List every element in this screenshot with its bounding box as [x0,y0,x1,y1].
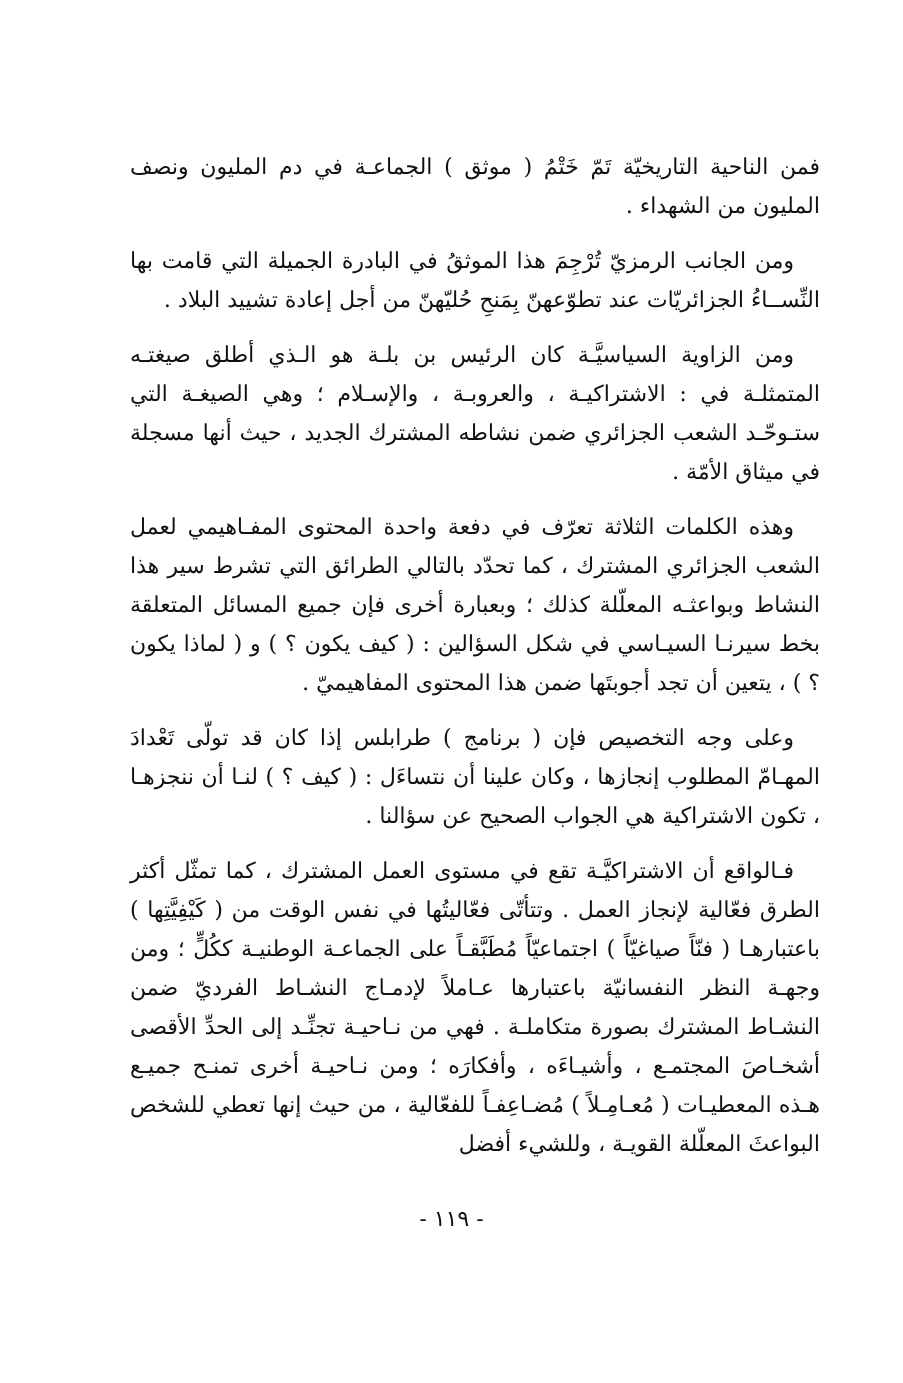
page-number: - ١١٩ - [419,1207,484,1232]
paragraph: ومن الزاوية السياسيَّـة كان الرئيس بن بلـة هو الـذي أطلق صيغتـه المتمثلـة في : الاشتراكيـة ، والعروبـة ، والإسـلام ؛ وهي الصيغـة التي ستـوحّـد الشعب الجزائري ضمن نشاطه المشترك الجديد ، حيث أنها مسجلة في ميثاق الأمّة . [130,343,820,485]
paragraph: فمن الناحية التاريخيّة تَمّ خَتْمُ ( موثق ) الجماعـة في دم المليون ونصف المليون من الشهداء . [130,155,820,219]
paragraph: وهذه الكلمات الثلاثة تعرّف في دفعة واحدة المحتوى المفـاهيمي لعمل الشعب الجزائري المشترك ، كما تحدّد بالتالي الطرائق التي تشرط سير هذا النشاط وبواعثـه المعلّلة كذلك ؛ وبعبارة أخرى فإن جميع المسائل المتعلقة بخط سيرنـا السيـاسي في شكل السؤالين : ( كيف يكون ؟ ) و ( لماذا يكون ؟ ) ، يتعين أن تجد أجوبتَها ضمن هذا المحتوى المفاهيميّ . [130,515,820,696]
body-text [130,148,820,1180]
paragraph: فـالواقع أن الاشتراكيَّـة تقع في مستوى العمل المشترك ، كما تمثّل أكثر الطرق فعّالية لإنجاز العمل . وتتأتّى فعّاليتُها في نفس الوقت من ( كَيْفِيَّتِها ) باعتبارهـا ( فنّاً صياغيّاً ) اجتماعيّاً مُطَبَّقـاً على الجماعـة الوطنيـة ككُلٍّ ؛ ومن وجهـة النظر النفسانيّة باعتبارها عـاملاً لإدمـاج النشـاط الفرديّ ضمن النشـاط المشترك بصورة متكاملـة . فهي من نـاحيـة تجنِّـد إلى الحدِّ الأقصى أشخـاصَ المجتمـع ، وأشيـاءَه ، وأفكارَه ؛ ومن نـاحيـة أخرى تمنـح جميـع هـذه المعطيـات ( مُعـامِـلاً ) مُضـاعِفـاً للفعّالية ، من حيث إنها تعطي للشخص البواعثَ المعلّلة القويـة ، وللشيء أفضل [130,859,820,1157]
paragraph: وعلى وجه التخصيص فإن ( برنامج ) طرابلس إذا كان قد تولّى تَعْدادَ المهـامّ المطلوب إنجازها ، وكان علينا أن نتساءَل : ( كيف ؟ ) لنـا أن ننجزهـا ، تكون الاشتراكية هي الجواب الصحيح عن سؤالنا . [130,726,820,829]
paragraph: ومن الجانب الرمزيّ تُرْجِمَ هذا الموثقُ في البادرة الجميلة التي قامت بها النِّســاءُ الجزائريّات عند تطوّعهنّ بِمَنحِ حُليّهنّ من أجل إعادة تشييد البلاد . [130,249,820,313]
